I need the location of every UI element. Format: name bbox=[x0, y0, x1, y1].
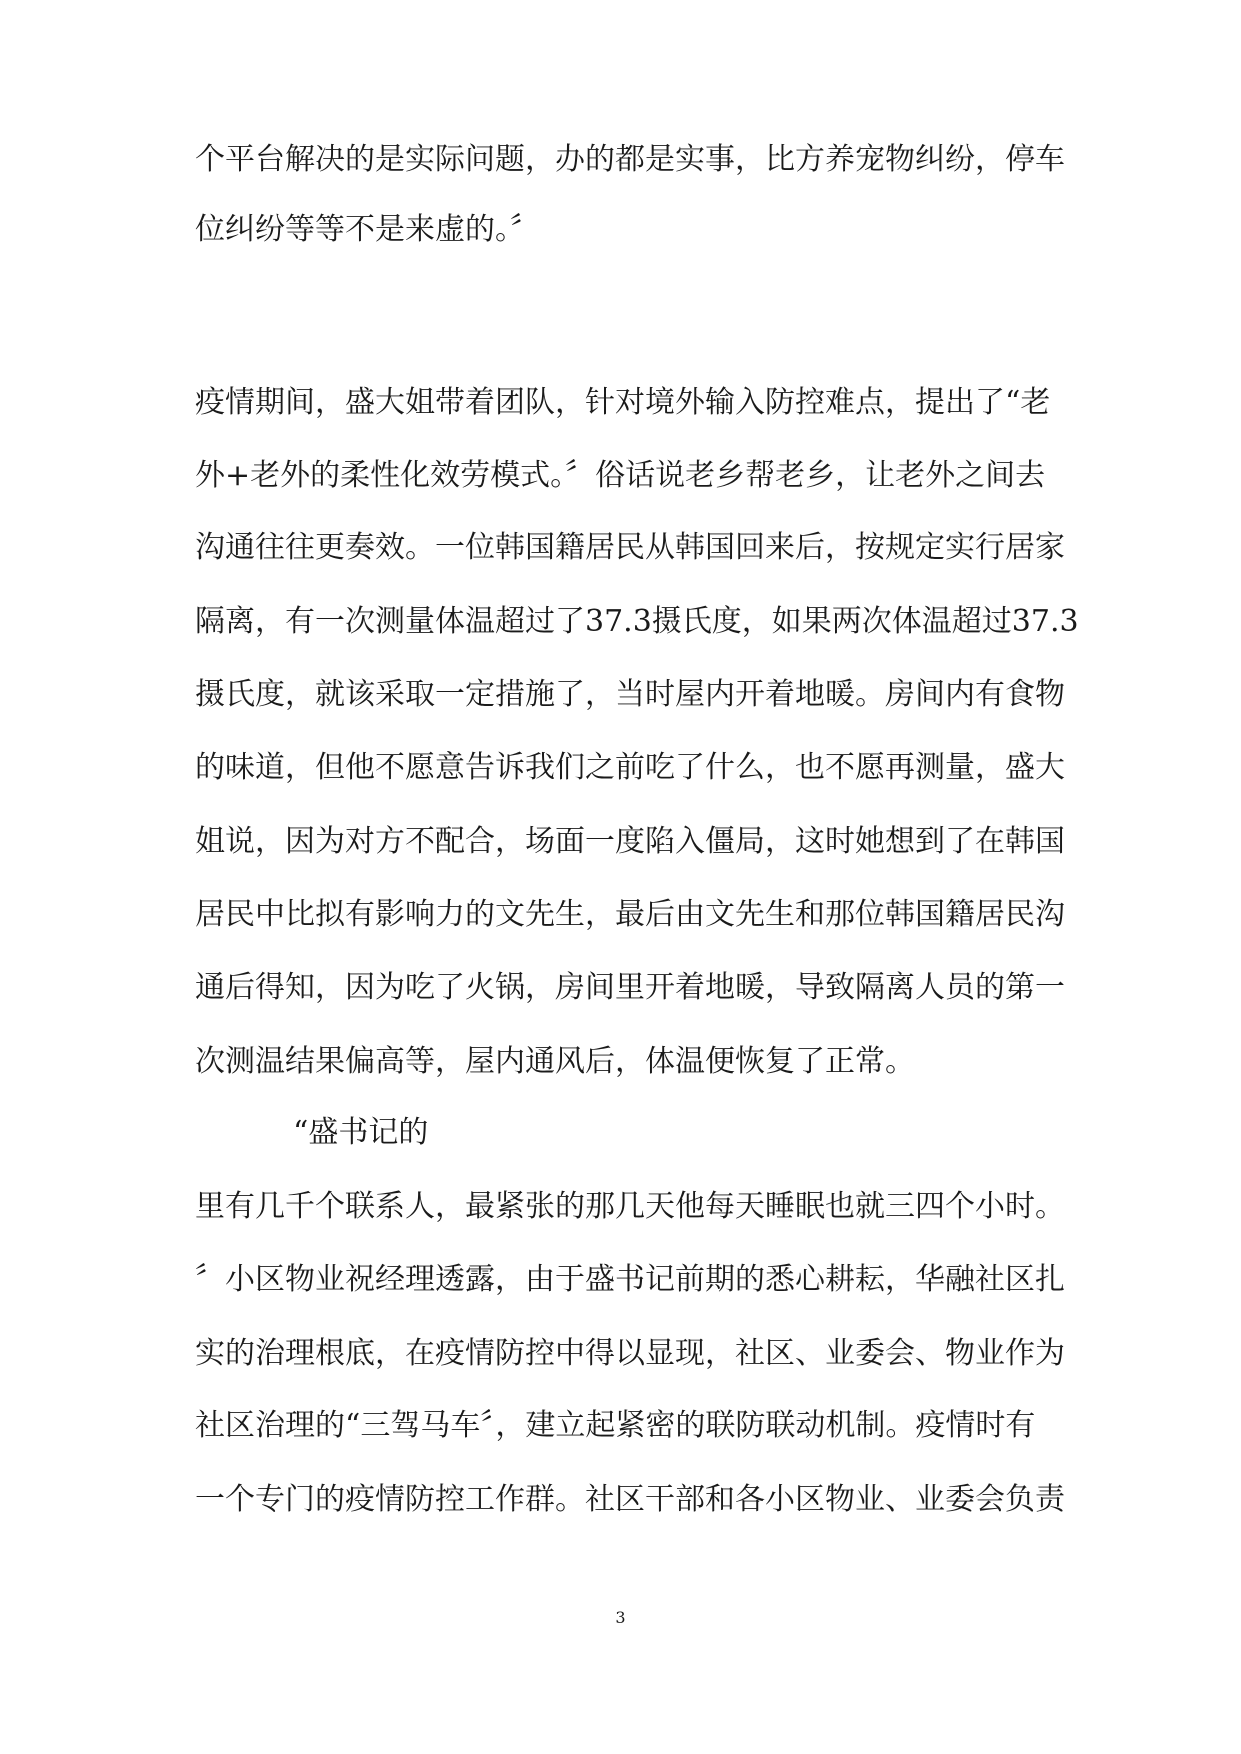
paragraph-2-line-7: 姐说，因为对方不配合，场面一度陷入僵局，这时她想到了在韩国 bbox=[195, 824, 1065, 859]
paragraph-2-line-8: 居民中比拟有影响力的文先生，最后由文先生和那位韩国籍居民沟 bbox=[195, 897, 1065, 932]
paragraph-3-line-2: 〞小区物业祝经理透露，由于盛书记前期的悉心耕耘，华融社区扎 bbox=[195, 1262, 1065, 1297]
paragraph-2-line-6: 的味道，但他不愿意告诉我们之前吃了什么，也不愿再测量，盛大 bbox=[195, 750, 1065, 785]
paragraph-3-indent-line: “盛书记的 bbox=[293, 1115, 429, 1150]
paragraph-2-line-10: 次测温结果偏高等，屋内通风后，体温便恢复了正常。 bbox=[195, 1044, 915, 1079]
paragraph-2-line-1: 疫情期间，盛大姐带着团队，针对境外输入防控难点，提出了“老 bbox=[195, 385, 1051, 420]
paragraph-1-line-2: 位纠纷等等不是来虚的。〞 bbox=[195, 212, 540, 247]
paragraph-2-line-4: 隔离，有一次测量体温超过了37.3摄氏度，如果两次体温超过37.3 bbox=[195, 604, 1079, 639]
paragraph-3-line-5: 一个专门的疫情防控工作群。社区干部和各小区物业、业委会负责 bbox=[195, 1482, 1065, 1517]
paragraph-3-line-1: 里有几千个联系人，最紧张的那几天他每天睡眠也就三四个小时。 bbox=[195, 1189, 1065, 1224]
paragraph-1-line-1: 个平台解决的是实际问题，办的都是实事，比方养宠物纠纷，停车 bbox=[195, 142, 1065, 177]
paragraph-3-line-3: 实的治理根底，在疫情防控中得以显现，社区、业委会、物业作为 bbox=[195, 1336, 1065, 1371]
paragraph-3-line-4: 社区治理的“三驾马车〞，建立起紧密的联防联动机制。疫情时有 bbox=[195, 1408, 1036, 1443]
paragraph-2-line-3: 沟通往往更奏效。一位韩国籍居民从韩国回来后，按规定实行居家 bbox=[195, 530, 1065, 565]
page-number: 3 bbox=[615, 1608, 626, 1627]
paragraph-2-line-2: 外+老外的柔性化效劳模式。〞俗话说老乡帮老乡，让老外之间去 bbox=[195, 458, 1046, 493]
paragraph-2-line-5: 摄氏度，就该采取一定措施了，当时屋内开着地暖。房间内有食物 bbox=[195, 677, 1065, 712]
paragraph-2-line-9: 通后得知，因为吃了火锅，房间里开着地暖，导致隔离人员的第一 bbox=[195, 970, 1065, 1005]
